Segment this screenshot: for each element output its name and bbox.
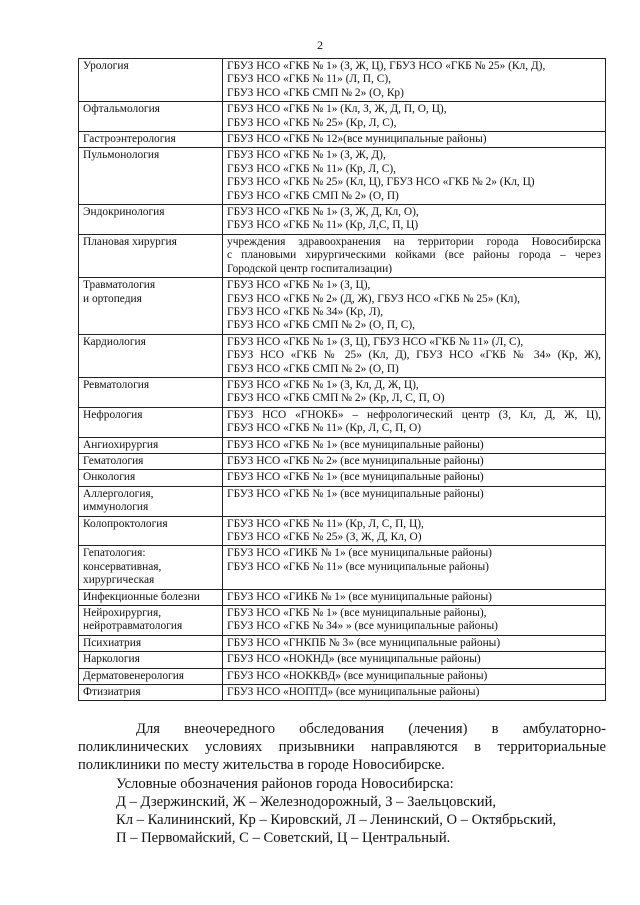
hospital-line: ГБУЗ НСО «ГКБ СМП № 2» (О, П) [227, 189, 399, 202]
hospital-cell [223, 334, 606, 377]
specialty-line: Колопроктология [83, 517, 168, 530]
hospital-line: ГБУЗ НСО «ГКБ № 1» (З, Ц), ГБУЗ НСО «ГКБ № 11» (Л, С), [227, 335, 524, 348]
hospital-cell [223, 668, 606, 684]
hospital-line: ГБУЗ НСО «ГКБ № 1» (З, Ж, Ц), ГБУЗ НСО «ГКБ № 25» (Кл, Д), [227, 60, 546, 72]
specialty-cell [79, 377, 223, 407]
hospital-line: ГБУЗ НСО «ГКБ № 2» (Д, Ж), ГБУЗ НСО «ГКБ № 25» (Кл), [227, 292, 520, 305]
specialty-line: иммунология [83, 501, 149, 514]
table-row [79, 59, 606, 102]
table-row [79, 102, 606, 132]
hospital-line: ГБУЗ НСО «ГКБ № 25» (Кл, Д), ГБУЗ НСО «ГКБ № 34» (Кр, Ж), [227, 349, 601, 362]
table-row [79, 685, 606, 701]
table-row [79, 668, 606, 684]
specialty-cell [79, 652, 223, 668]
specialty-line: Онкология [83, 471, 136, 484]
hospital-cell [223, 635, 606, 651]
specialty-line: Плановая хирургия [83, 235, 177, 248]
specialty-cell [79, 278, 223, 335]
hospital-line: ГБУЗ НСО «ГКБ № 1» (все муниципальные районы) [227, 438, 484, 451]
hospital-line: ГБУЗ НСО «ГКБ № 11» (все муниципальные районы) [227, 560, 489, 573]
specialty-line: Наркология [83, 653, 140, 666]
table-row [79, 652, 606, 668]
specialty-line: Травматология [83, 279, 156, 292]
hospital-cell [223, 377, 606, 407]
hospital-line: ГБУЗ НСО «ГКБ № 11» (Кр, Л,С, П, Ц) [227, 219, 419, 232]
specialty-cell [79, 516, 223, 546]
hospital-cell [223, 205, 606, 235]
hospital-line: ГБУЗ НСО «ГКБ № 1» (З, Ж, Д, Кл, О), [227, 206, 419, 219]
specialty-cell [79, 470, 223, 486]
hospital-line: ГБУЗ НСО «ГКБ СМП № 2» (О, П, С), [227, 319, 415, 332]
specialty-cell [79, 205, 223, 235]
specialty-cell [79, 437, 223, 453]
notes-paragraph [78, 720, 606, 775]
specialty-cell [79, 234, 223, 277]
hospital-line: с плановыми хирургическими койками (все районы города – через [227, 249, 601, 262]
specialty-cell [79, 132, 223, 148]
specialty-line: Урология [83, 60, 129, 72]
hospital-cell [223, 102, 606, 132]
table-row [79, 453, 606, 469]
table-row [79, 606, 606, 636]
table-row [79, 546, 606, 589]
specialty-cell [79, 148, 223, 205]
specialty-cell [79, 453, 223, 469]
table-row [79, 470, 606, 486]
hospital-line: ГБУЗ НСО «ГКБ СМП № 2» (О, П) [227, 362, 399, 375]
specialty-cell [79, 606, 223, 636]
specialty-line: Нейрохирургия, [83, 607, 162, 620]
hospital-cell [223, 546, 606, 589]
specialty-line: Ангиохирургия [83, 438, 159, 451]
specialty-cell [79, 589, 223, 605]
specialty-cell [79, 668, 223, 684]
legend-title: Условные обозначения районов города Новосибирска: [116, 775, 454, 792]
specialty-line: хирургическая [83, 574, 155, 587]
specialty-cell [79, 102, 223, 132]
hospital-line: ГБУЗ НСО «ГКБ № 1» (все муниципальные районы) [227, 487, 484, 500]
table-row [79, 486, 606, 516]
hospital-line: ГБУЗ НСО «ГКБ № 11» (Л, П, С), [227, 73, 391, 86]
specialty-cell [79, 334, 223, 377]
specialty-line: Пульмонология [83, 149, 160, 162]
hospital-cell [223, 453, 606, 469]
specialty-line: Гепатология: [83, 547, 146, 560]
specialty-line: Гастроэнтерология [83, 133, 176, 146]
page-number: 2 [317, 38, 323, 52]
specialty-line: Инфекционные болезни [83, 590, 200, 603]
hospital-cell [223, 589, 606, 605]
specialty-line: Ревматология [83, 378, 150, 391]
specialty-line: Кардиология [83, 335, 146, 348]
table-row [79, 278, 606, 335]
hospital-line: ГБУЗ НСО «ГКБ № 25» (Кл, Ц), ГБУЗ НСО «ГКБ № 2» (Кл, Ц) [227, 176, 535, 189]
hospital-line: ГБУЗ НСО «ГКБ № 1» (все муниципальные районы), [227, 607, 487, 620]
specialty-line: Нефрология [83, 408, 143, 421]
specialty-cell [79, 486, 223, 516]
table-row [79, 334, 606, 377]
hospital-line: ГБУЗ НСО «ГКБ № 12»(все муниципальные районы) [227, 133, 487, 146]
hospital-line: ГБУЗ НСО «ГКБ № 1» (З, Ц), [227, 279, 371, 292]
specialty-line: Офтальмология [83, 103, 160, 116]
hospital-line: ГБУЗ НСО «ГНОКБ» – нефрологический центр (З, Кл, Д, Ж, Ц), [227, 408, 601, 421]
hospital-cell [223, 516, 606, 546]
specialty-line: Фтизиатрия [83, 686, 141, 699]
specialty-cell [79, 685, 223, 701]
table-row [79, 205, 606, 235]
paragraph-line-2: поликлинических условиях призывники направляются в территориальные поликлиники по месту жительства в городе Новосибирске. [78, 739, 606, 774]
hospital-line: ГБУЗ НСО «ГИКБ № 1» (все муниципальные районы) [227, 547, 492, 560]
legend-line-1: Д – Дзержинский, Ж – Железнодорожный, З – Заельцовский, [116, 793, 497, 810]
specialty-cell [79, 407, 223, 437]
table-row [79, 437, 606, 453]
hospital-cell [223, 407, 606, 437]
specialty-line: Гематология [83, 454, 144, 467]
specialty-cell [79, 635, 223, 651]
hospital-line: ГБУЗ НСО «ГКБ СМП № 2» (О, Кр) [227, 86, 404, 99]
table-row [79, 234, 606, 277]
hospital-line: ГБУЗ НСО «ГНКПБ № 3» (все муниципальные районы) [227, 636, 501, 649]
specialty-cell [79, 546, 223, 589]
legend-line-2: Кл – Калининский, Кр – Кировский, Л – Ленинский, О – Октябрьский, [116, 812, 557, 829]
hospital-cell [223, 486, 606, 516]
specialty-line: и ортопедия [83, 292, 142, 305]
specialty-line: нейротравматология [83, 620, 183, 633]
hospital-cell [223, 234, 606, 277]
paragraph-line-1: Для внеочередного обследования (лечения) в амбулаторно- [136, 721, 606, 737]
hospital-line: ГБУЗ НСО «ГКБ № 34» » (все муниципальные районы) [227, 620, 498, 633]
hospital-line: ГБУЗ НСО «ГКБ № 1» (Кл, З, Ж, Д, П, О, Ц), [227, 103, 447, 116]
table-row [79, 407, 606, 437]
specialty-line: Психиатрия [83, 636, 142, 649]
table-row [79, 635, 606, 651]
hospital-line: ГБУЗ НСО «ГКБ № 1» (все муниципальные районы) [227, 471, 484, 484]
table-row [79, 377, 606, 407]
hospital-line: учреждения здравоохранения на территории города Новосибирска [227, 235, 601, 248]
hospital-line: ГБУЗ НСО «НОПТД» (все муниципальные районы) [227, 686, 480, 699]
specialty-line: Дерматовенерология [83, 669, 185, 682]
hospital-line: ГБУЗ НСО «ГКБ № 11» (Кр, Л, С, П, О) [227, 422, 422, 435]
hospital-cell [223, 685, 606, 701]
hospital-line: ГБУЗ НСО «ГКБ № 2» (все муниципальные районы) [227, 454, 484, 467]
hospital-line: ГБУЗ НСО «ГКБ № 1» (З, Ж, Д), [227, 149, 386, 162]
hospital-cell [223, 470, 606, 486]
hospital-cell [223, 278, 606, 335]
hospital-cell [223, 132, 606, 148]
hospital-assignment-table [78, 58, 606, 701]
table-row [79, 589, 606, 605]
hospital-line: ГБУЗ НСО «НОКНД» (все муниципальные районы) [227, 653, 481, 666]
hospital-cell [223, 59, 606, 102]
hospital-line: ГБУЗ НСО «ГКБ № 11» (Кр, Л, С, П, Ц), [227, 517, 424, 530]
table-body [79, 59, 606, 701]
table-row [79, 516, 606, 546]
specialty-line: Аллергология, [83, 487, 154, 500]
hospital-cell [223, 437, 606, 453]
hospital-line: Городской центр госпитализации) [227, 262, 392, 275]
notes-section [78, 720, 606, 847]
legend-line-3: П – Первомайский, С – Советский, Ц – Центральный. [116, 830, 451, 847]
specialty-cell [79, 59, 223, 102]
hospital-cell [223, 606, 606, 636]
hospital-line: ГБУЗ НСО «ГКБ СМП № 2» (Кр, Л, С, П, О) [227, 392, 445, 405]
table-row [79, 148, 606, 205]
specialty-line: Эндокринология [83, 206, 165, 219]
hospital-cell [223, 652, 606, 668]
hospital-line: ГБУЗ НСО «ГИКБ № 1» (все муниципальные районы) [227, 590, 492, 603]
hospital-line: ГБУЗ НСО «ГКБ № 11» (Кр, Л, С), [227, 162, 397, 175]
hospital-line: ГБУЗ НСО «ГКБ № 34» (Кр, Л), [227, 305, 384, 318]
hospital-line: ГБУЗ НСО «ГКБ № 25» (З, Ж, Д, Кл, О) [227, 531, 422, 543]
table-row [79, 132, 606, 148]
hospital-line: ГБУЗ НСО «ГКБ № 1» (З, Кл, Д, Ж, Ц), [227, 378, 419, 391]
hospital-line: ГБУЗ НСО «ГКБ № 25» (Кр, Л, С), [227, 116, 397, 129]
specialty-line: консервативная, [83, 560, 162, 573]
hospital-cell [223, 148, 606, 205]
hospital-line: ГБУЗ НСО «НОККВД» (все муниципальные районы) [227, 669, 488, 682]
